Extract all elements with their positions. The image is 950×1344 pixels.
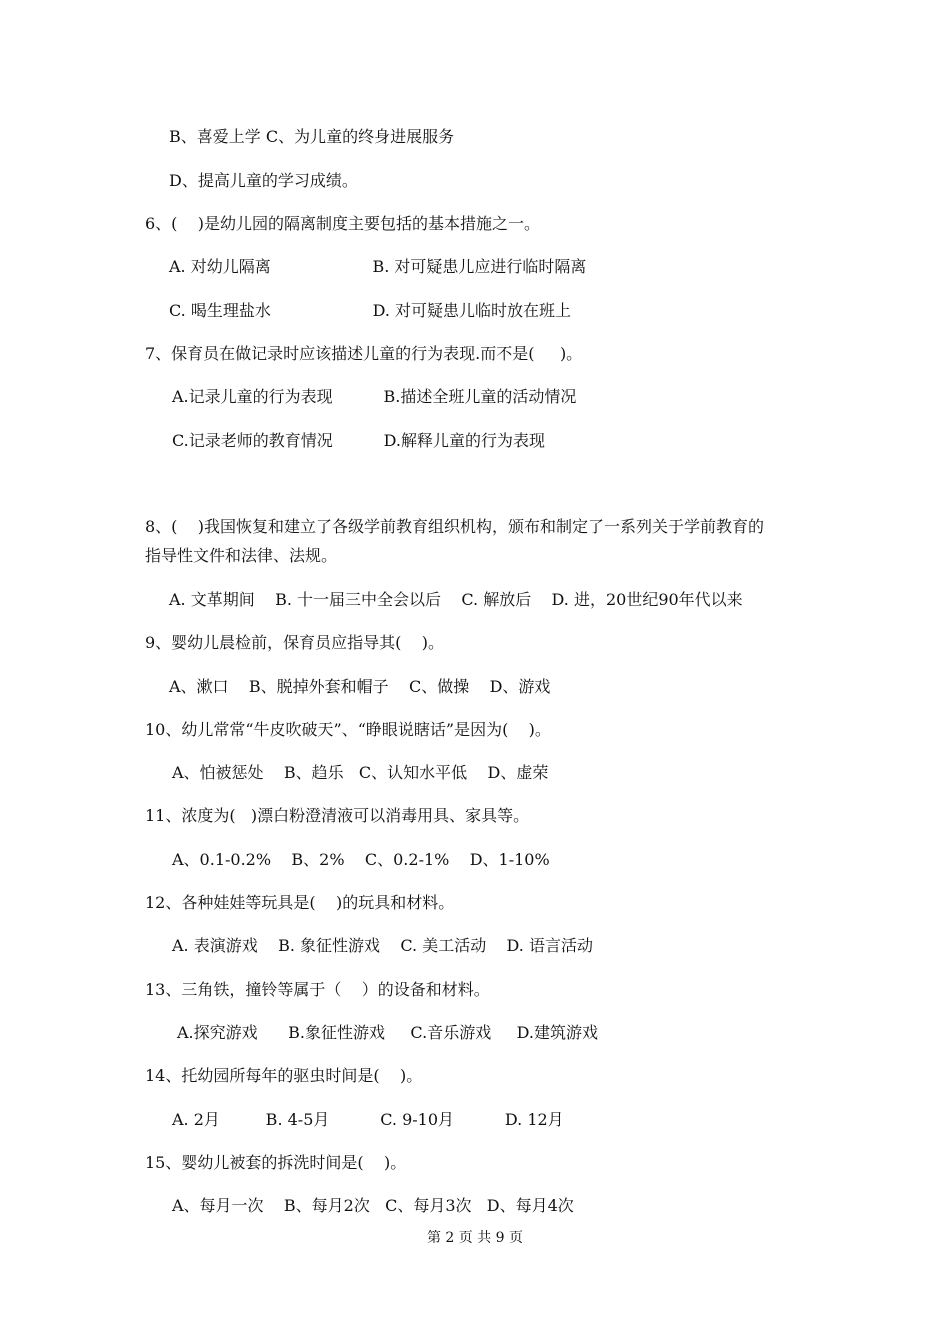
option-line: A.探究游戏 B.象征性游戏 C.音乐游戏 D.建筑游戏 [177, 1023, 598, 1042]
option-line: C. 喝生理盐水 D. 对可疑患儿临时放在班上 [169, 301, 571, 320]
option-line: A、漱口 B、脱掉外套和帽子 C、做操 D、游戏 [169, 677, 551, 696]
option-line: A、0.1-0.2% B、2% C、0.2-1% D、1-10% [172, 850, 550, 869]
option-line: D、提高儿童的学习成绩。 [169, 171, 358, 190]
question-line: 8、( )我国恢复和建立了各级学前教育组织机构，颁布和制定了一系列关于学前教育的 [145, 517, 765, 536]
question-line: 7、保育员在做记录时应该描述儿童的行为表现.而不是( )。 [145, 344, 583, 363]
option-line: C.记录老师的教育情况 D.解释儿童的行为表现 [172, 431, 545, 450]
question-line: 9、婴幼儿晨检前，保育员应指导其( )。 [145, 633, 445, 652]
option-line: A、怕被惩处 B、趋乐 C、认知水平低 D、虚荣 [172, 763, 549, 782]
question-line: 13、三角铁，撞铃等属于（ ）的设备和材料。 [145, 980, 490, 999]
page-number: 第 2 页 共 9 页 [426, 1230, 524, 1246]
question-line: 6、( )是幼儿园的隔离制度主要包括的基本措施之一。 [145, 214, 541, 233]
option-line: A. 表演游戏 B. 象征性游戏 C. 美工活动 D. 语言活动 [172, 936, 593, 955]
option-line: A、每月一次 B、每月2次 C、每月3次 D、每月4次 [172, 1196, 574, 1215]
question-line: 11、浓度为( )漂白粉澄清液可以消毒用具、家具等。 [145, 806, 530, 825]
option-line: A. 对幼儿隔离 B. 对可疑患儿应进行临时隔离 [169, 257, 587, 276]
option-line: A.记录儿童的行为表现 B.描述全班儿童的活动情况 [172, 387, 577, 406]
option-line: A. 2月 B. 4-5月 C. 9-10月 D. 12月 [172, 1110, 564, 1129]
option-line: A. 文革期间 B. 十一届三中全会以后 C. 解放后 D. 进，20世纪90年代以来 [169, 590, 743, 609]
question-line: 15、婴幼儿被套的拆洗时间是( )。 [145, 1153, 407, 1172]
question-line: 14、托幼园所每年的驱虫时间是( )。 [145, 1066, 423, 1085]
option-line: B、喜爱上学 C、为儿童的终身进展服务 [169, 127, 455, 146]
question-line: 指导性文件和法律、法规。 [145, 546, 338, 565]
question-line: 10、幼儿常常“牛皮吹破天”、“睁眼说瞎话”是因为( )。 [145, 720, 551, 739]
question-line: 12、各种娃娃等玩具是( )的玩具和材料。 [145, 893, 455, 912]
